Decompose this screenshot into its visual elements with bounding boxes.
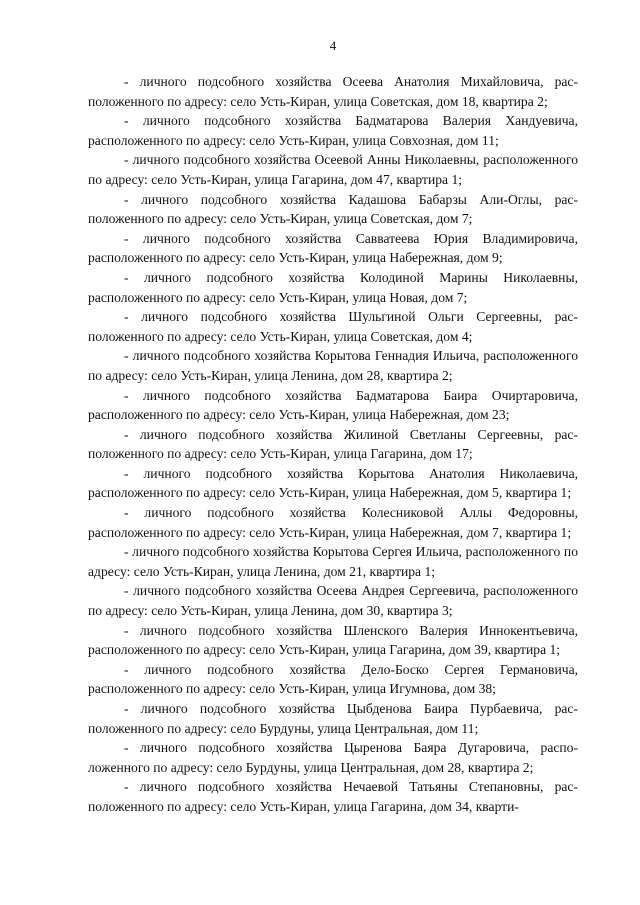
list-item: - личного подсобного хозяйства Осеева Андрея Сергеевича, расположенного по адресу: село Усть-Киран, улица Ленина, дом 30, квартира 3; — [88, 583, 578, 619]
list-item: - личного подсобного хозяйства Бадматарова Валерия Хандуевича, расположенного по адресу: село Усть-Киран, улица Совхозная, дом 11; — [88, 113, 578, 148]
list-item: - личного подсобного хозяйства Дело-Боско Сергея Германовича, расположенного по адресу: село Усть-Киран, улица Игумнова, дом 38; — [88, 661, 578, 697]
farm-list — [88, 72, 578, 817]
list-item: - личного подсобного хозяйства Корытова Геннадия Ильича, расположенного по адресу: село Усть-Киран, улица Ленина, дом 28, квартира 2; — [88, 348, 578, 383]
list-item: - личного подсобного хозяйства Цыбденова Баира Пурбаевича, расположенного по адресу: село Бурдуны, улица Центральная, дом 11; — [88, 701, 578, 736]
page-number: 4 — [329, 38, 337, 53]
list-item: - личного подсобного хозяйства Жилиной Светланы Сергеевны, расположенного по адресу: село Усть-Киран, улица Гагарина, дом 17; — [88, 426, 578, 462]
list-item: - личного подсобного хозяйства Кадашова Бабарзы Али-Оглы, расположенного по адресу: село Усть-Киран, улица Советская, дом 7; — [88, 191, 578, 227]
list-item: - личного подсобного хозяйства Савватеева Юрия Владимировича, расположенного по адресу: село Усть-Киран, улица Набережная, дом 9; — [88, 230, 578, 266]
list-item: - личного подсобного хозяйства Осеева Анатолия Михайловича, расположенного по адресу: село Усть-Киран, улица Советская, дом 18, квартира 2; — [88, 74, 578, 109]
list-item: - личного подсобного хозяйства Шульгиной Ольги Сергеевны, расположенного по адресу: село Усть-Киран, улица Советская, дом 4; — [88, 309, 578, 344]
list-item: - личного подсобного хозяйства Корытова Анатолия Николаевича, расположенного по адресу: село Усть-Киран, улица Набережная, дом 5, квартира 1; — [88, 465, 578, 501]
list-item: - личного подсобного хозяйства Нечаевой Татьяны Степановны, расположенного по адресу: село Усть-Киран, улица Гагарина, дом 34, кварти- — [88, 779, 578, 814]
list-item: - личного подсобного хозяйства Колодиной Марины Николаевны, расположенного по адресу: село Усть-Киран, улица Новая, дом 7; — [88, 269, 578, 305]
list-item: - личного подсобного хозяйства Корытова Сергея Ильича, расположенного по адресу: село Усть-Киран, улица Ленина, дом 21, квартира 1; — [88, 544, 578, 579]
list-item: - личного подсобного хозяйства Шленского Валерия Иннокентьевича, расположенного по адресу: село Усть-Киран, улица Гагарина, дом 39, квартира 1; — [88, 622, 578, 658]
list-item: - личного подсобного хозяйства Бадматарова Баира Очиртаровича, расположенного по адресу: село Усть-Киран, улица Набережная, дом 23; — [88, 387, 578, 423]
list-item: - личного подсобного хозяйства Цыренова Баяра Дугаровича, расположенного по адресу: село Бурдуны, улица Центральная, дом 28, квартира 2; — [88, 740, 578, 775]
list-item: - личного подсобного хозяйства Колесниковой Аллы Федоровны, расположенного по адресу: село Усть-Киран, улица Набережная, дом 7, квартира 1; — [88, 505, 578, 540]
list-item: - личного подсобного хозяйства Осеевой Анны Николаевны, расположенного по адресу: село Усть-Киран, улица Гагарина, дом 47, квартира 1; — [88, 152, 578, 187]
